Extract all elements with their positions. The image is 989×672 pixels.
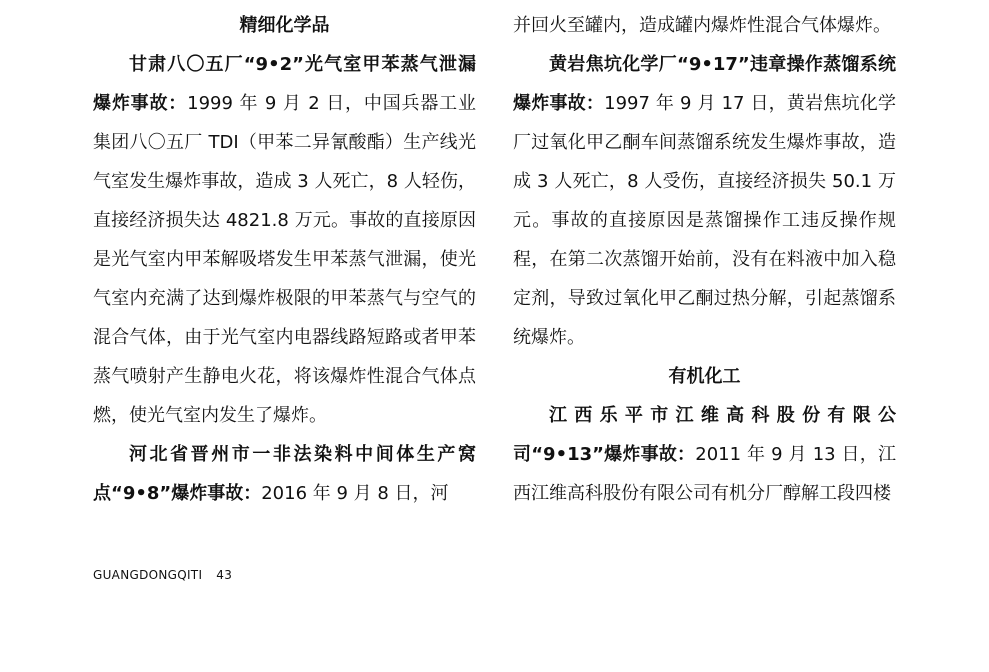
article-paragraph	[93, 45, 476, 435]
article-paragraph	[93, 435, 476, 513]
article-title: 甘肃八〇五厂“9•2”光气室甲苯蒸气泄漏爆炸事故：	[93, 54, 476, 114]
article-body: 并回火至罐内，造成罐内爆炸性混合气体爆炸。	[513, 15, 891, 36]
article-title: 河北省晋州市一非法染料中间体生产窝点“9•8”爆炸事故：	[93, 444, 476, 504]
article-body: 2016 年 9 月 8 日，河	[261, 483, 449, 504]
article-body: 1999 年 9 月 2 日，中国兵器工业集团八〇五厂 TDI（甲苯二异氰酸酯）生产线光气室发生爆炸事故，造成 3 人死亡，8 人轻伤，直接经济损失达 4821.8 万元。事故的直接原因是光气室内甲苯解吸塔发生甲苯蒸气泄漏，使光气室内充满了达到爆炸极限的甲苯蒸气与空气的混合气体，由于光气室内电器线路短路或者甲苯蒸气喷射产生静电火花，将该爆炸性混合气体点燃，使光气室内发生了爆炸。	[93, 93, 476, 426]
page-footer	[93, 568, 232, 582]
right-column	[513, 6, 896, 513]
section-heading-fine-chemicals: 精细化学品	[239, 15, 330, 36]
section-heading-organic-chemicals: 有机化工	[668, 366, 741, 387]
article-body: 2011 年 9 月 13 日，江西江维高科股份有限公司有机分厂醇解工段四楼	[513, 444, 896, 504]
article-title: 黄岩焦坑化学厂“9•17”违章操作蒸馏系统爆炸事故：	[513, 54, 896, 114]
left-column	[93, 6, 476, 513]
article-paragraph	[513, 396, 896, 513]
article-paragraph-continued	[513, 6, 896, 45]
journal-name: GUANGDONGQITI	[93, 568, 203, 582]
article-title: 江西乐平市江维高科股份有限公司“9•13”爆炸事故：	[513, 405, 896, 465]
page-number: 43	[216, 568, 233, 582]
article-paragraph	[513, 45, 896, 357]
article-body: 1997 年 9 月 17 日，黄岩焦坑化学厂过氧化甲乙酮车间蒸馏系统发生爆炸事故，造成 3 人死亡，8 人受伤，直接经济损失 50.1 万元。事故的直接原因是蒸馏操作工违反操作规程，在第二次蒸馏开始前，没有在料液中加入稳定剂，导致过氧化甲乙酮过热分解，引起蒸馏系统爆炸。	[513, 93, 897, 348]
